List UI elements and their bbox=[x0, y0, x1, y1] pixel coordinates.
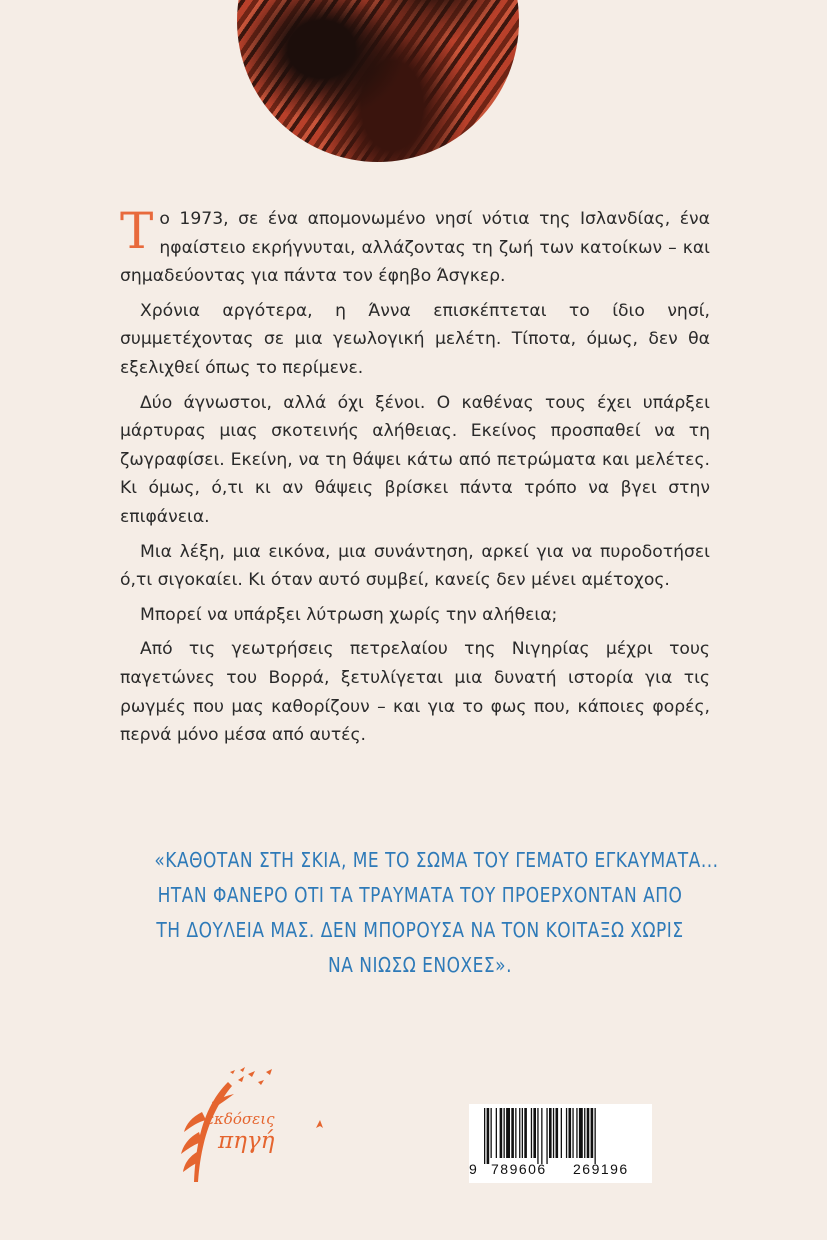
barcode-bar bbox=[515, 1108, 516, 1158]
barcode-bar bbox=[496, 1108, 497, 1158]
barcode-bar bbox=[576, 1108, 577, 1158]
quote-line: ΗΤΑΝ ΦΑΝΕΡΟ ΟΤΙ ΤΑ ΤΡΑΥΜΑΤΑ ΤΟΥ ΠΡΟΕΡΧΟΝΤΑΝ ΑΠΟ bbox=[157, 883, 683, 907]
barcode-bar bbox=[541, 1108, 542, 1164]
barcode-bar bbox=[587, 1108, 590, 1158]
barcode-bars bbox=[478, 1108, 644, 1164]
blurb-paragraph: Δύο άγνωστοι, αλλά όχι ξένοι. Ο καθένας τους έχει υπάρξει μάρτυρας μιας σκοτεινής αλήθειας. Εκείνος προσπαθεί να τη ζωγραφίσει. Εκείνη, να τη θάψει κάτω από πετρώματα και μελέτες. Κι όμως, ό,τι κι αν θάψεις βρίσκει πάντα τρόπο να βγει στην επιφάνεια. bbox=[120, 392, 710, 527]
barcode-bar bbox=[595, 1108, 596, 1164]
blurb-paragraph: Μια λέξη, μια εικόνα, μια συνάντηση, αρκεί για να πυροδοτήσει ό,τι σιγοκαίει. Κι όταν αυτό συμβεί, κανείς δεν μένει αμέτοχος. bbox=[120, 541, 710, 591]
quote-line: ΝΑ ΝΙΩΣΩ ΕΝΟΧΕΣ». bbox=[327, 953, 513, 977]
barcode-bar bbox=[546, 1108, 547, 1164]
blurb-paragraph: Από τις γεωτρήσεις πετρελαίου της Νιγηρίας μέχρι τους παγετώνες του Βορρά, ξετυλίγεται μια δυνατή ιστορία για τις ρωγμές που μας καθορίζουν – και για το φως που, κάποιες φορές, περνά μόνο μέσα από αυτές. bbox=[120, 639, 710, 746]
barcode-bar bbox=[524, 1108, 527, 1158]
barcode-bar bbox=[549, 1108, 552, 1158]
barcode-bar bbox=[491, 1108, 492, 1158]
back-cover-blurb bbox=[120, 202, 710, 756]
barcode-digits-group2: 269196 bbox=[573, 1161, 629, 1177]
barcode-bar bbox=[553, 1108, 554, 1158]
pull-quote bbox=[154, 843, 719, 983]
barcode-bar bbox=[537, 1108, 538, 1164]
barcode-digits-group1: 789606 bbox=[491, 1161, 547, 1177]
barcode-bar bbox=[579, 1108, 583, 1158]
blurb-paragraph: Το 1973, σε ένα απομονωμένο νησί νότια της Ισλανδίας, ένα ηφαίστειο εκρήγνυται, αλλάζοντας τη ζωή των κατοίκων – και σημαδεύοντας για πάντα τον έφηβο Άσγκερ. bbox=[120, 202, 710, 287]
barcode-bar bbox=[500, 1108, 503, 1158]
barcode-bar bbox=[569, 1108, 572, 1158]
barcode-bar bbox=[561, 1108, 562, 1158]
barcode-bar bbox=[487, 1108, 490, 1164]
barcode-bar bbox=[522, 1108, 523, 1158]
barcode-bar bbox=[531, 1108, 532, 1158]
publisher-logo bbox=[168, 1062, 338, 1192]
publisher-name-line2: πηγή bbox=[218, 1128, 275, 1154]
barcode-bar bbox=[584, 1108, 585, 1158]
drop-cap: Τ bbox=[120, 202, 154, 260]
barcode-bar bbox=[511, 1108, 514, 1158]
barcode-bar bbox=[533, 1108, 536, 1158]
blurb-paragraph: Χρόνια αργότερα, η Άννα επισκέπτεται το ίδιο νησί, συμμετέχοντας σε μια γεωλογική μελέτη. Τίποτα, όμως, δεν θα εξελιχθεί όπως το περίμενε. bbox=[120, 300, 710, 378]
barcode-bar bbox=[591, 1108, 594, 1158]
barcode-bar bbox=[556, 1108, 559, 1158]
barcode-bar bbox=[506, 1108, 510, 1158]
barcode-bar bbox=[504, 1108, 505, 1158]
barcode-bar bbox=[519, 1108, 520, 1158]
publisher-name-line1: εκδόσεις bbox=[206, 1110, 275, 1128]
quote-line: «ΚΑΘΟΤΑΝ ΣΤΗ ΣΚΙΑ, ΜΕ ΤΟ ΣΩΜΑ ΤΟΥ ΓΕΜΑΤΟ ΕΓΚΑΥΜΑΤΑ... bbox=[154, 848, 719, 872]
barcode-digit-first: 9 bbox=[469, 1161, 477, 1177]
cover-art-image bbox=[237, 0, 519, 162]
barcode-bar bbox=[484, 1108, 485, 1164]
isbn-barcode bbox=[469, 1104, 652, 1183]
quote-line: ΤΗ ΔΟΥΛΕΙΑ ΜΑΣ. ΔΕΝ ΜΠΟΡΟΥΣΑ ΝΑ ΤΟΝ ΚΟΙΤΑΞΩ ΧΩΡΙΣ bbox=[156, 918, 684, 942]
blurb-paragraph: Μπορεί να υπάρξει λύτρωση χωρίς την αλήθεια; bbox=[140, 604, 558, 625]
barcode-bar bbox=[566, 1108, 567, 1158]
barcode-bar bbox=[572, 1108, 573, 1158]
